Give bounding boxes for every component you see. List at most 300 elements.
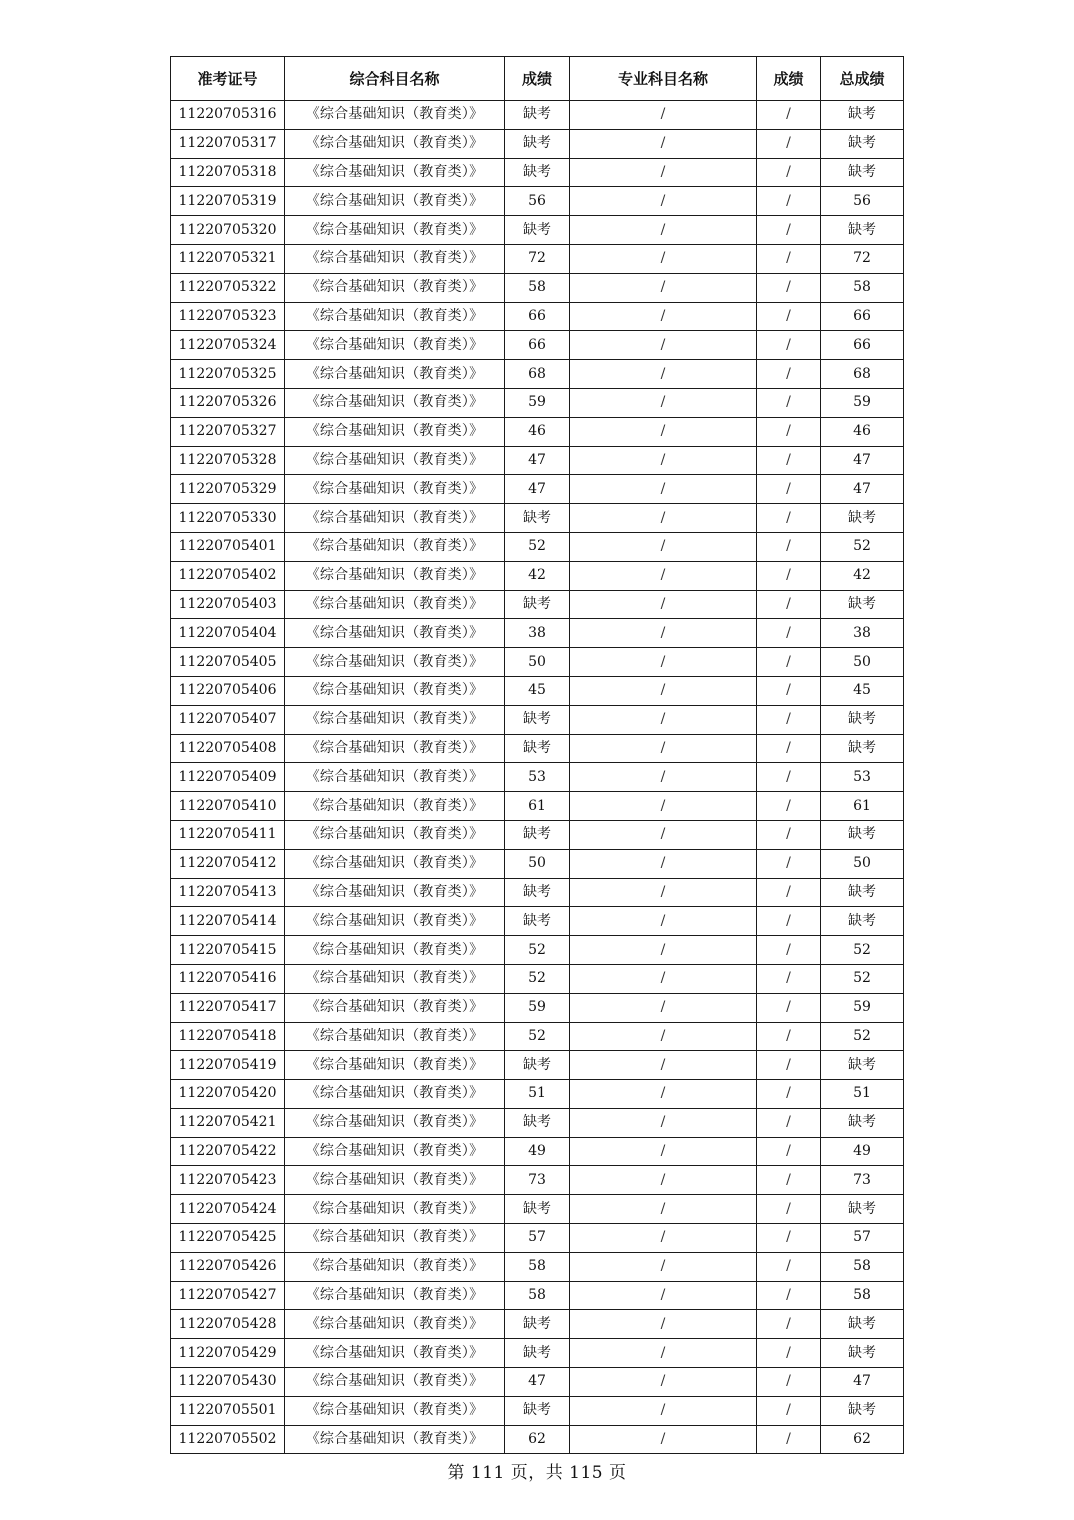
cell-major-subject-name: / (570, 993, 757, 1022)
cell-major-score: / (757, 849, 821, 878)
cell-total-score: 缺考 (821, 101, 904, 130)
cell-major-subject-name: / (570, 1051, 757, 1080)
table-row (171, 273, 904, 302)
cell-subject-name: 《综合基础知识（教育类）》 (285, 1137, 505, 1166)
cell-subject-name: 《综合基础知识（教育类）》 (285, 705, 505, 734)
table-row (171, 1339, 904, 1368)
cell-exam-id: 11220705502 (171, 1425, 285, 1454)
cell-total-score: 缺考 (821, 1051, 904, 1080)
cell-subject-name: 《综合基础知识（教育类）》 (285, 561, 505, 590)
cell-major-score: / (757, 388, 821, 417)
cell-major-score: / (757, 1339, 821, 1368)
table-row (171, 907, 904, 936)
cell-total-score: 58 (821, 1252, 904, 1281)
header-subject-name: 综合科目名称 (285, 57, 505, 101)
cell-major-subject-name: / (570, 331, 757, 360)
cell-major-score: / (757, 1396, 821, 1425)
cell-exam-id: 11220705501 (171, 1396, 285, 1425)
cell-score: 缺考 (505, 820, 570, 849)
cell-score: 缺考 (505, 590, 570, 619)
cell-exam-id: 11220705327 (171, 417, 285, 446)
cell-major-subject-name: / (570, 1339, 757, 1368)
cell-major-score: / (757, 1108, 821, 1137)
cell-major-subject-name: / (570, 129, 757, 158)
table-row (171, 676, 904, 705)
table-row (171, 302, 904, 331)
cell-major-subject-name: / (570, 1281, 757, 1310)
cell-total-score: 45 (821, 676, 904, 705)
cell-score: 缺考 (505, 504, 570, 533)
cell-major-subject-name: / (570, 446, 757, 475)
table-row (171, 101, 904, 130)
cell-subject-name: 《综合基础知识（教育类）》 (285, 1080, 505, 1109)
table-row (171, 590, 904, 619)
cell-major-score: / (757, 561, 821, 590)
header-exam-id: 准考证号 (171, 57, 285, 101)
cell-score: 62 (505, 1425, 570, 1454)
cell-total-score: 53 (821, 763, 904, 792)
table-row (171, 331, 904, 360)
table-row (171, 360, 904, 389)
cell-major-score: / (757, 158, 821, 187)
cell-major-subject-name: / (570, 302, 757, 331)
cell-major-subject-name: / (570, 849, 757, 878)
cell-total-score: 62 (821, 1425, 904, 1454)
table-row (171, 849, 904, 878)
table-row (171, 1310, 904, 1339)
cell-subject-name: 《综合基础知识（教育类）》 (285, 417, 505, 446)
cell-score: 46 (505, 417, 570, 446)
cell-total-score: 42 (821, 561, 904, 590)
header-row (171, 57, 904, 101)
cell-exam-id: 11220705429 (171, 1339, 285, 1368)
cell-exam-id: 11220705425 (171, 1224, 285, 1253)
cell-major-subject-name: / (570, 936, 757, 965)
cell-score: 缺考 (505, 158, 570, 187)
cell-exam-id: 11220705408 (171, 734, 285, 763)
cell-major-score: / (757, 244, 821, 273)
cell-subject-name: 《综合基础知识（教育类）》 (285, 1051, 505, 1080)
table-row (171, 792, 904, 821)
cell-major-subject-name: / (570, 1166, 757, 1195)
cell-exam-id: 11220705411 (171, 820, 285, 849)
table-row (171, 820, 904, 849)
cell-major-score: / (757, 964, 821, 993)
cell-score: 缺考 (505, 1396, 570, 1425)
cell-score: 66 (505, 331, 570, 360)
header-major-subject-name: 专业科目名称 (570, 57, 757, 101)
cell-major-score: / (757, 1310, 821, 1339)
cell-total-score: 缺考 (821, 878, 904, 907)
cell-score: 47 (505, 475, 570, 504)
cell-major-score: / (757, 417, 821, 446)
cell-total-score: 缺考 (821, 158, 904, 187)
cell-subject-name: 《综合基础知识（教育类）》 (285, 504, 505, 533)
cell-subject-name: 《综合基础知识（教育类）》 (285, 993, 505, 1022)
cell-score: 52 (505, 936, 570, 965)
cell-score: 缺考 (505, 1339, 570, 1368)
cell-score: 缺考 (505, 907, 570, 936)
cell-major-subject-name: / (570, 590, 757, 619)
table-row (171, 158, 904, 187)
cell-exam-id: 11220705330 (171, 504, 285, 533)
cell-major-score: / (757, 1051, 821, 1080)
cell-total-score: 58 (821, 1281, 904, 1310)
cell-major-score: / (757, 993, 821, 1022)
cell-subject-name: 《综合基础知识（教育类）》 (285, 648, 505, 677)
cell-score: 50 (505, 648, 570, 677)
cell-total-score: 52 (821, 964, 904, 993)
cell-total-score: 38 (821, 619, 904, 648)
table-body (171, 101, 904, 1454)
cell-total-score: 缺考 (821, 1310, 904, 1339)
cell-score: 52 (505, 1022, 570, 1051)
cell-score: 49 (505, 1137, 570, 1166)
cell-score: 缺考 (505, 1051, 570, 1080)
cell-major-subject-name: / (570, 792, 757, 821)
cell-major-subject-name: / (570, 158, 757, 187)
cell-score: 52 (505, 532, 570, 561)
table-row (171, 619, 904, 648)
table-row (171, 446, 904, 475)
table-row (171, 1368, 904, 1397)
cell-exam-id: 11220705407 (171, 705, 285, 734)
cell-total-score: 缺考 (821, 734, 904, 763)
cell-subject-name: 《综合基础知识（教育类）》 (285, 964, 505, 993)
cell-total-score: 52 (821, 936, 904, 965)
cell-exam-id: 11220705316 (171, 101, 285, 130)
cell-major-subject-name: / (570, 504, 757, 533)
cell-major-score: / (757, 878, 821, 907)
cell-exam-id: 11220705418 (171, 1022, 285, 1051)
cell-major-score: / (757, 1425, 821, 1454)
header-score: 成绩 (505, 57, 570, 101)
cell-major-score: / (757, 705, 821, 734)
table-row (171, 244, 904, 273)
cell-subject-name: 《综合基础知识（教育类）》 (285, 1281, 505, 1310)
cell-total-score: 52 (821, 1022, 904, 1051)
cell-score: 68 (505, 360, 570, 389)
cell-exam-id: 11220705405 (171, 648, 285, 677)
cell-subject-name: 《综合基础知识（教育类）》 (285, 187, 505, 216)
cell-subject-name: 《综合基础知识（教育类）》 (285, 1310, 505, 1339)
cell-major-subject-name: / (570, 388, 757, 417)
cell-total-score: 缺考 (821, 129, 904, 158)
cell-subject-name: 《综合基础知识（教育类）》 (285, 302, 505, 331)
cell-exam-id: 11220705404 (171, 619, 285, 648)
cell-major-score: / (757, 907, 821, 936)
table-row (171, 1195, 904, 1224)
cell-major-score: / (757, 936, 821, 965)
cell-major-score: / (757, 763, 821, 792)
cell-exam-id: 11220705324 (171, 331, 285, 360)
cell-major-subject-name: / (570, 1252, 757, 1281)
cell-major-score: / (757, 1224, 821, 1253)
cell-score: 缺考 (505, 1108, 570, 1137)
cell-total-score: 缺考 (821, 1396, 904, 1425)
table-row (171, 1137, 904, 1166)
cell-score: 缺考 (505, 1195, 570, 1224)
cell-total-score: 缺考 (821, 504, 904, 533)
cell-exam-id: 11220705320 (171, 216, 285, 245)
cell-major-score: / (757, 1022, 821, 1051)
cell-score: 缺考 (505, 878, 570, 907)
cell-subject-name: 《综合基础知识（教育类）》 (285, 1252, 505, 1281)
cell-exam-id: 11220705403 (171, 590, 285, 619)
cell-subject-name: 《综合基础知识（教育类）》 (285, 1195, 505, 1224)
cell-subject-name: 《综合基础知识（教育类）》 (285, 475, 505, 504)
cell-major-subject-name: / (570, 1368, 757, 1397)
cell-major-subject-name: / (570, 1396, 757, 1425)
cell-subject-name: 《综合基础知识（教育类）》 (285, 101, 505, 130)
cell-score: 51 (505, 1080, 570, 1109)
cell-subject-name: 《综合基础知识（教育类）》 (285, 331, 505, 360)
cell-major-subject-name: / (570, 1080, 757, 1109)
cell-exam-id: 11220705430 (171, 1368, 285, 1397)
table-row (171, 1252, 904, 1281)
cell-subject-name: 《综合基础知识（教育类）》 (285, 1425, 505, 1454)
cell-exam-id: 11220705325 (171, 360, 285, 389)
cell-major-score: / (757, 331, 821, 360)
cell-total-score: 47 (821, 475, 904, 504)
cell-total-score: 缺考 (821, 705, 904, 734)
table-row (171, 187, 904, 216)
cell-subject-name: 《综合基础知识（教育类）》 (285, 676, 505, 705)
cell-exam-id: 11220705417 (171, 993, 285, 1022)
cell-score: 56 (505, 187, 570, 216)
cell-total-score: 58 (821, 273, 904, 302)
cell-total-score: 49 (821, 1137, 904, 1166)
cell-subject-name: 《综合基础知识（教育类）》 (285, 216, 505, 245)
cell-score: 45 (505, 676, 570, 705)
cell-subject-name: 《综合基础知识（教育类）》 (285, 820, 505, 849)
cell-major-subject-name: / (570, 820, 757, 849)
cell-exam-id: 11220705319 (171, 187, 285, 216)
table-row (171, 705, 904, 734)
cell-major-subject-name: / (570, 1022, 757, 1051)
cell-exam-id: 11220705409 (171, 763, 285, 792)
page-number: 第 111 页，共 115 页 (447, 1463, 627, 1483)
cell-subject-name: 《综合基础知识（教育类）》 (285, 849, 505, 878)
header-major-score: 成绩 (757, 57, 821, 101)
cell-subject-name: 《综合基础知识（教育类）》 (285, 244, 505, 273)
cell-total-score: 缺考 (821, 907, 904, 936)
cell-total-score: 61 (821, 792, 904, 821)
cell-score: 58 (505, 273, 570, 302)
cell-exam-id: 11220705323 (171, 302, 285, 331)
table-row (171, 1080, 904, 1109)
cell-subject-name: 《综合基础知识（教育类）》 (285, 878, 505, 907)
table-header (171, 57, 904, 101)
table-row (171, 504, 904, 533)
cell-exam-id: 11220705326 (171, 388, 285, 417)
cell-subject-name: 《综合基础知识（教育类）》 (285, 388, 505, 417)
table-row (171, 388, 904, 417)
cell-major-score: / (757, 504, 821, 533)
cell-subject-name: 《综合基础知识（教育类）》 (285, 129, 505, 158)
cell-major-score: / (757, 648, 821, 677)
cell-total-score: 68 (821, 360, 904, 389)
cell-score: 缺考 (505, 734, 570, 763)
cell-total-score: 73 (821, 1166, 904, 1195)
cell-major-score: / (757, 302, 821, 331)
cell-exam-id: 11220705322 (171, 273, 285, 302)
cell-score: 47 (505, 1368, 570, 1397)
cell-major-subject-name: / (570, 878, 757, 907)
cell-major-subject-name: / (570, 734, 757, 763)
cell-score: 缺考 (505, 129, 570, 158)
cell-major-subject-name: / (570, 1108, 757, 1137)
cell-total-score: 缺考 (821, 1108, 904, 1137)
cell-total-score: 缺考 (821, 216, 904, 245)
cell-subject-name: 《综合基础知识（教育类）》 (285, 590, 505, 619)
cell-exam-id: 11220705428 (171, 1310, 285, 1339)
cell-exam-id: 11220705412 (171, 849, 285, 878)
cell-subject-name: 《综合基础知识（教育类）》 (285, 1339, 505, 1368)
cell-major-score: / (757, 590, 821, 619)
cell-exam-id: 11220705414 (171, 907, 285, 936)
cell-major-score: / (757, 129, 821, 158)
cell-major-score: / (757, 1137, 821, 1166)
cell-subject-name: 《综合基础知识（教育类）》 (285, 1166, 505, 1195)
cell-major-subject-name: / (570, 1224, 757, 1253)
cell-total-score: 47 (821, 446, 904, 475)
cell-major-subject-name: / (570, 676, 757, 705)
cell-exam-id: 11220705419 (171, 1051, 285, 1080)
table-row (171, 1224, 904, 1253)
cell-major-score: / (757, 101, 821, 130)
cell-score: 72 (505, 244, 570, 273)
table-row (171, 475, 904, 504)
cell-major-subject-name: / (570, 187, 757, 216)
cell-major-score: / (757, 446, 821, 475)
cell-exam-id: 11220705410 (171, 792, 285, 821)
table-row (171, 734, 904, 763)
cell-major-subject-name: / (570, 417, 757, 446)
cell-score: 38 (505, 619, 570, 648)
cell-subject-name: 《综合基础知识（教育类）》 (285, 734, 505, 763)
cell-total-score: 50 (821, 849, 904, 878)
table-row (171, 763, 904, 792)
cell-total-score: 66 (821, 302, 904, 331)
cell-score: 缺考 (505, 101, 570, 130)
cell-exam-id: 11220705415 (171, 936, 285, 965)
table-row (171, 216, 904, 245)
cell-exam-id: 11220705420 (171, 1080, 285, 1109)
cell-total-score: 51 (821, 1080, 904, 1109)
cell-subject-name: 《综合基础知识（教育类）》 (285, 1108, 505, 1137)
table-row (171, 129, 904, 158)
cell-subject-name: 《综合基础知识（教育类）》 (285, 1368, 505, 1397)
cell-major-score: / (757, 475, 821, 504)
cell-score: 57 (505, 1224, 570, 1253)
cell-major-score: / (757, 792, 821, 821)
cell-major-score: / (757, 1252, 821, 1281)
cell-total-score: 47 (821, 1368, 904, 1397)
table-row (171, 1022, 904, 1051)
cell-total-score: 57 (821, 1224, 904, 1253)
cell-major-subject-name: / (570, 705, 757, 734)
table-row (171, 878, 904, 907)
cell-major-score: / (757, 676, 821, 705)
cell-major-subject-name: / (570, 907, 757, 936)
cell-exam-id: 11220705317 (171, 129, 285, 158)
cell-major-subject-name: / (570, 1195, 757, 1224)
header-total-score: 总成绩 (821, 57, 904, 101)
cell-total-score: 52 (821, 532, 904, 561)
cell-subject-name: 《综合基础知识（教育类）》 (285, 763, 505, 792)
cell-exam-id: 11220705416 (171, 964, 285, 993)
table-row (171, 936, 904, 965)
cell-score: 66 (505, 302, 570, 331)
cell-subject-name: 《综合基础知识（教育类）》 (285, 1022, 505, 1051)
cell-major-subject-name: / (570, 763, 757, 792)
cell-subject-name: 《综合基础知识（教育类）》 (285, 907, 505, 936)
cell-exam-id: 11220705422 (171, 1137, 285, 1166)
table-row (171, 532, 904, 561)
table-row (171, 1051, 904, 1080)
cell-major-score: / (757, 216, 821, 245)
cell-exam-id: 11220705426 (171, 1252, 285, 1281)
cell-score: 47 (505, 446, 570, 475)
cell-major-score: / (757, 734, 821, 763)
cell-total-score: 59 (821, 993, 904, 1022)
cell-exam-id: 11220705421 (171, 1108, 285, 1137)
cell-score: 缺考 (505, 705, 570, 734)
cell-major-score: / (757, 1080, 821, 1109)
cell-subject-name: 《综合基础知识（教育类）》 (285, 360, 505, 389)
cell-total-score: 缺考 (821, 820, 904, 849)
cell-subject-name: 《综合基础知识（教育类）》 (285, 936, 505, 965)
cell-major-subject-name: / (570, 101, 757, 130)
table-row (171, 417, 904, 446)
score-table (170, 56, 904, 1454)
cell-major-score: / (757, 532, 821, 561)
cell-score: 59 (505, 388, 570, 417)
table-row (171, 1281, 904, 1310)
cell-subject-name: 《综合基础知识（教育类）》 (285, 446, 505, 475)
cell-total-score: 缺考 (821, 1195, 904, 1224)
cell-major-subject-name: / (570, 1137, 757, 1166)
cell-exam-id: 11220705427 (171, 1281, 285, 1310)
cell-total-score: 59 (821, 388, 904, 417)
cell-total-score: 66 (821, 331, 904, 360)
table-row (171, 561, 904, 590)
cell-exam-id: 11220705406 (171, 676, 285, 705)
cell-subject-name: 《综合基础知识（教育类）》 (285, 1396, 505, 1425)
cell-major-score: / (757, 1368, 821, 1397)
cell-exam-id: 11220705402 (171, 561, 285, 590)
table-row (171, 1396, 904, 1425)
cell-major-subject-name: / (570, 1310, 757, 1339)
cell-subject-name: 《综合基础知识（教育类）》 (285, 532, 505, 561)
cell-score: 53 (505, 763, 570, 792)
cell-major-score: / (757, 273, 821, 302)
table-row (171, 1166, 904, 1195)
cell-score: 42 (505, 561, 570, 590)
cell-major-score: / (757, 820, 821, 849)
cell-exam-id: 11220705321 (171, 244, 285, 273)
cell-major-score: / (757, 360, 821, 389)
cell-major-subject-name: / (570, 475, 757, 504)
cell-major-score: / (757, 187, 821, 216)
cell-major-subject-name: / (570, 216, 757, 245)
cell-exam-id: 11220705423 (171, 1166, 285, 1195)
cell-major-subject-name: / (570, 1425, 757, 1454)
cell-score: 缺考 (505, 216, 570, 245)
cell-score: 73 (505, 1166, 570, 1195)
table-row (171, 1108, 904, 1137)
